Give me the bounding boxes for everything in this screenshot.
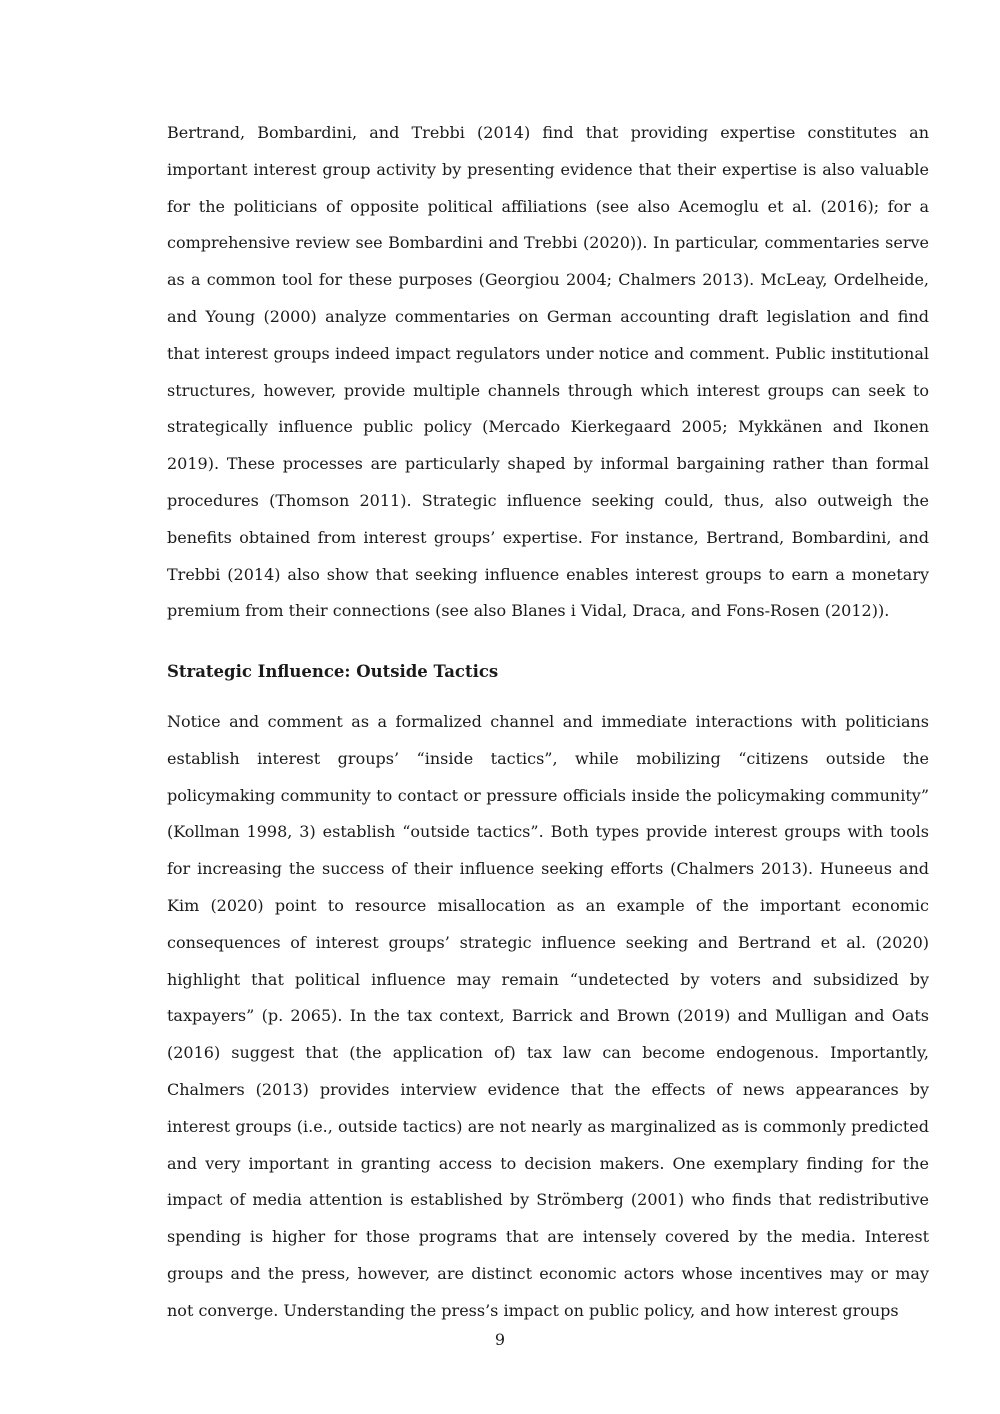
- page-number: 9: [494, 1330, 506, 1349]
- section-heading: Strategic Influence: Outside Tactics: [167, 662, 499, 681]
- body-paragraph-1: Bertrand, Bombardini, and Trebbi (2014) find that providing expertise constitutes an important interest group activity by presenting evidence that their expertise is also valuable for the politicians of opposite political affiliations (see also Acemoglu et al. (2016); for a comprehensive review see Bombardini and Trebbi (2020)). In particular, commentaries serve as a common tool for these purposes (Georgiou 2004; Chalmers 2013). McLeay, Ordelheide, and Young (2000) analyze commentaries on German accounting draft legislation and find that interest groups indeed impact regulators under notice and comment. Public institutional structures, however, provide multiple channels through which interest groups can seek to strategically influence public policy (Mercado Kierkegaard 2005; Mykkänen and Ikonen 2019). These processes are particularly shaped by informal bargaining rather than formal procedures (Thomson 2011). Strategic influence seeking could, thus, also outweigh the benefits obtained from interest groups’ expertise. For instance, Bertrand, Bombardini, and Trebbi (2014) also show that seeking influence enables interest groups to earn a monetary premium from their connections (see also Blanes i Vidal, Draca, and Fons-Rosen (2012)).: [167, 123, 929, 621]
- body-paragraph-2: Notice and comment as a formalized channel and immediate interactions with politicians establish interest groups’ “inside tactics”, while mobilizing “citizens outside the policymaking community to contact or pressure officials inside the policymaking community” (Kollman 1998, 3) establish “outside tactics”. Both types provide interest groups with tools for increasing the success of their influence seeking efforts (Chalmers 2013). Huneeus and Kim (2020) point to resource misallocation as an example of the important economic consequences of interest groups’ strategic influence seeking and Bertrand et al. (2020) highlight that political influence may remain “undetected by voters and subsidized by taxpayers” (p. 2065). In the tax context, Barrick and Brown (2019) and Mulligan and Oats (2016) suggest that (the application of) tax law can become endogenous. Importantly, Chalmers (2013) provides interview evidence that the effects of news appearances by interest groups (i.e., outside tactics) are not nearly as marginalized as is commonly predicted and very important in granting access to decision makers. One exemplary finding for the impact of media attention is established by Strömberg (2001) who finds that redistributive spending is higher for those programs that are intensely covered by the media. Interest groups and the press, however, are distinct economic actors whose incentives may or may not converge. Understanding the press’s impact on public policy, and how interest groups: [167, 712, 929, 1320]
